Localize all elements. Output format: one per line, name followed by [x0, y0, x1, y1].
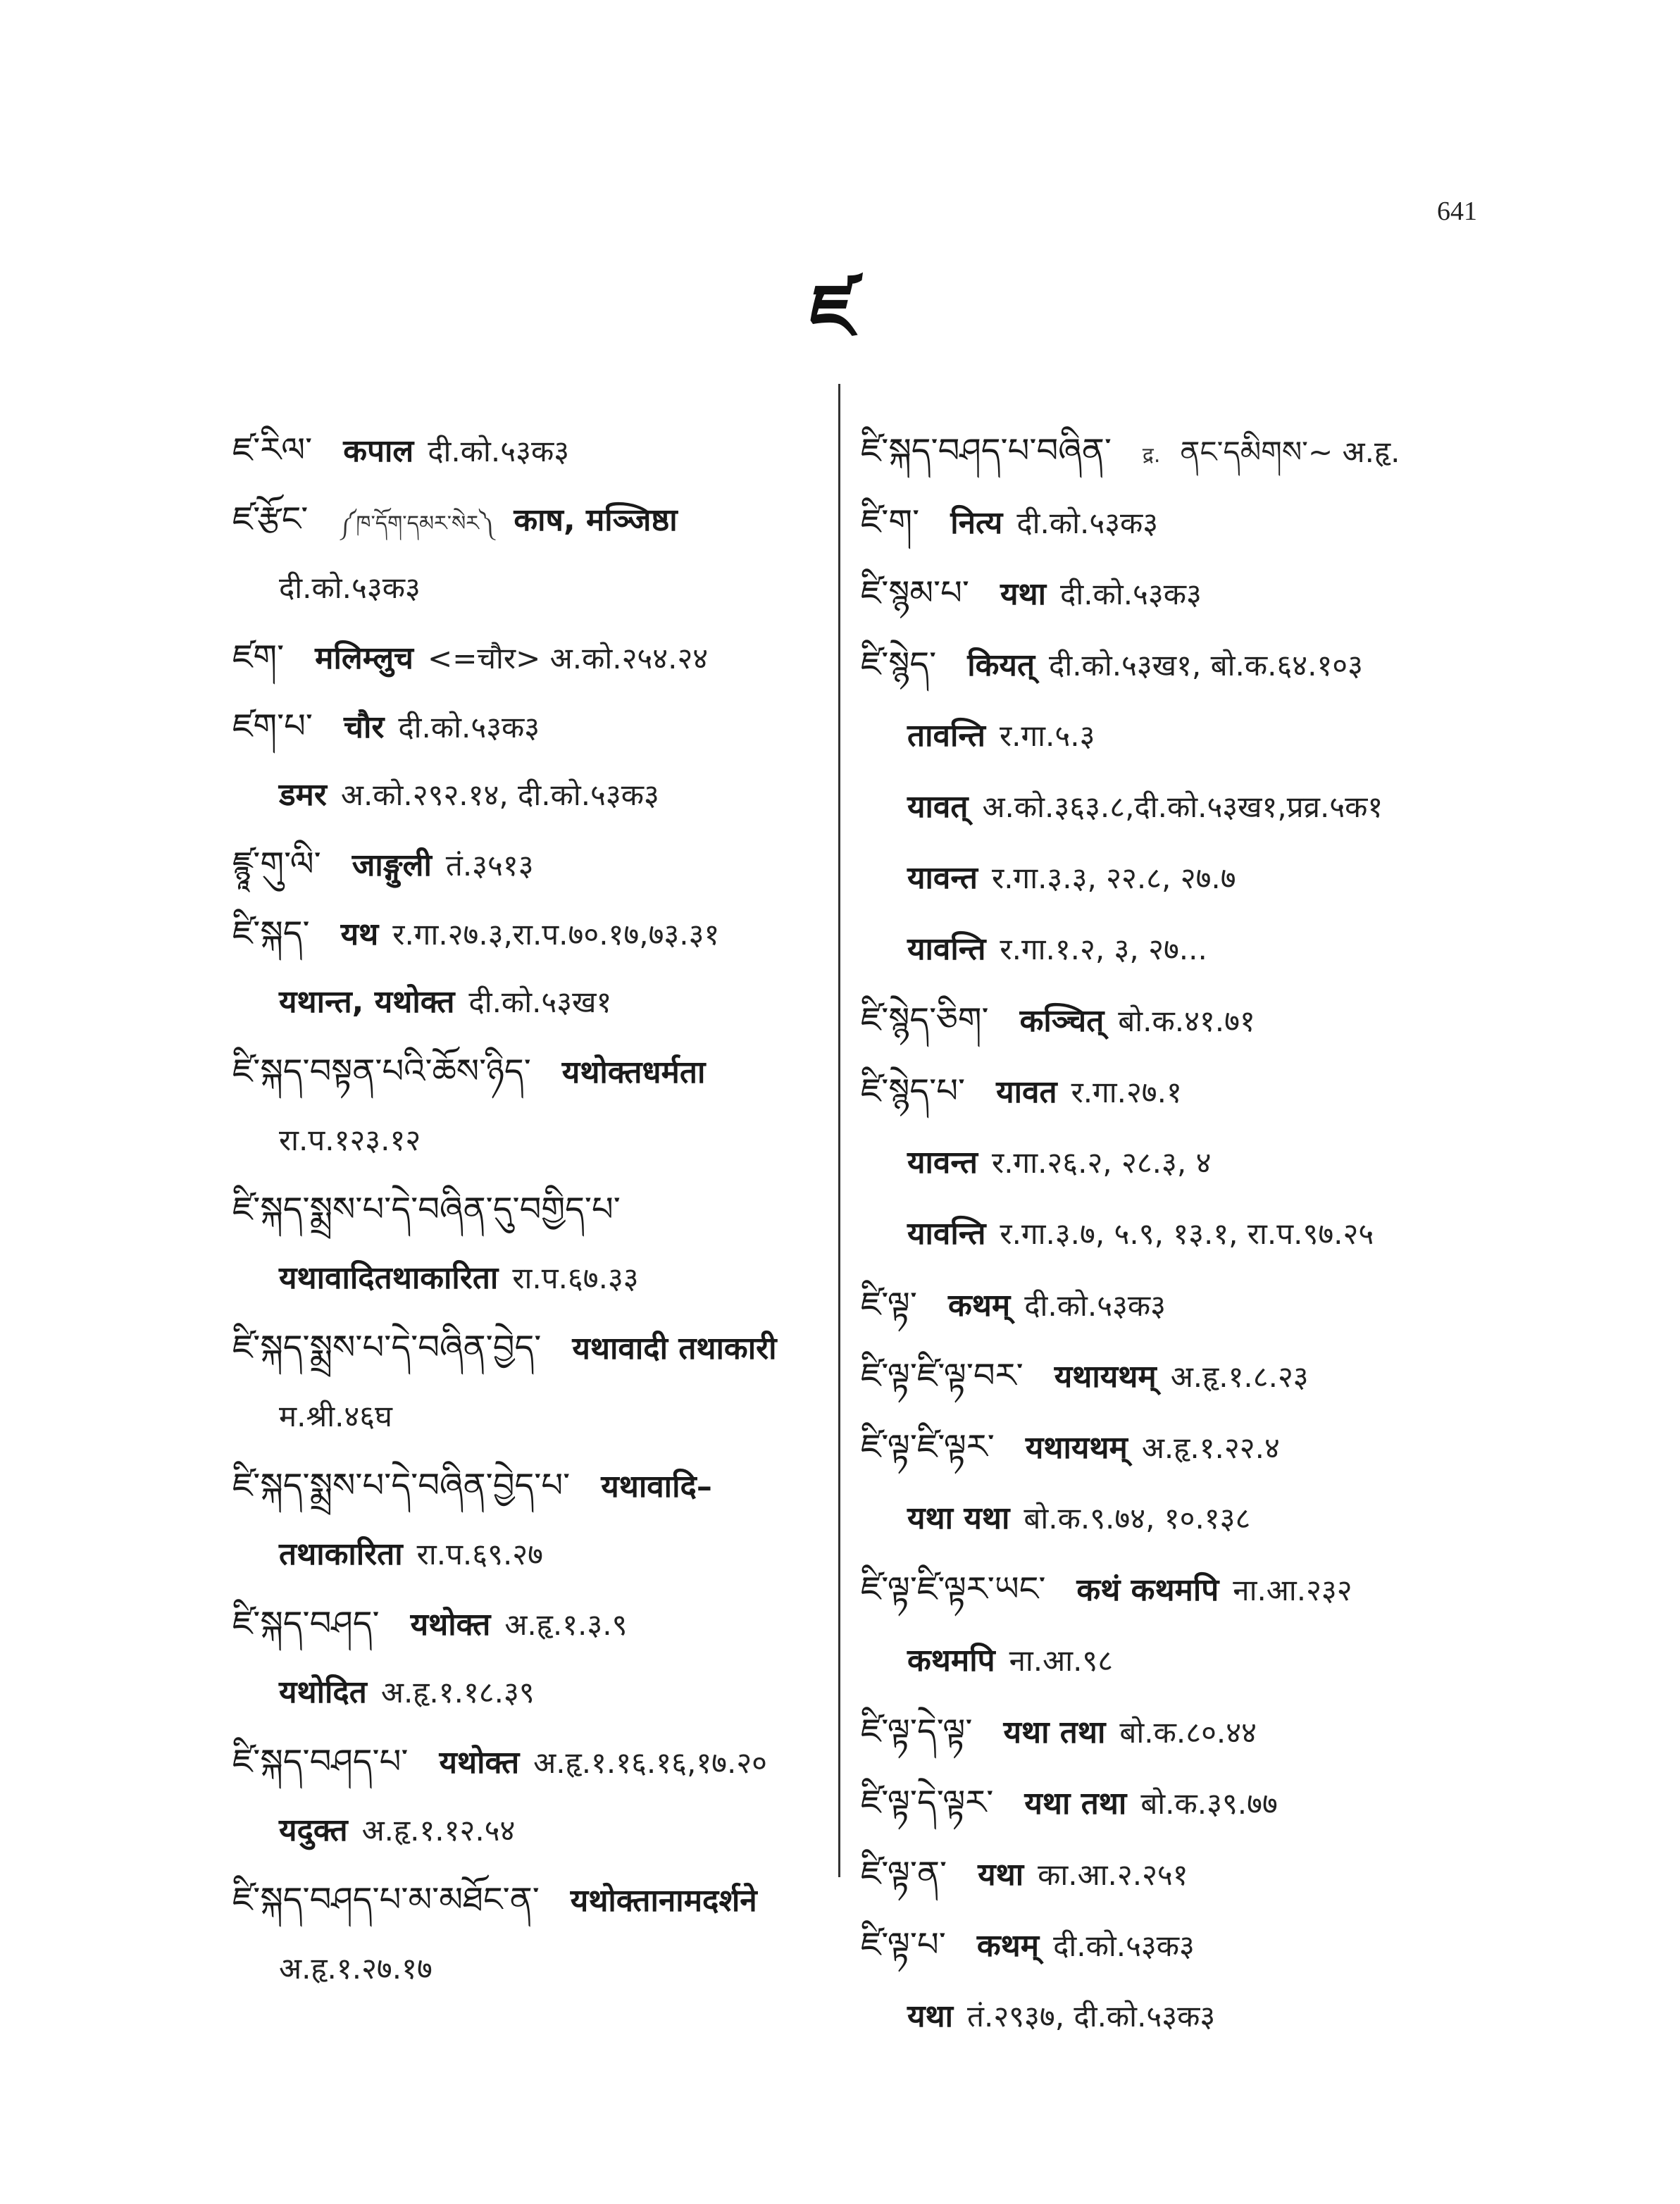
tibetan-headword: ཛི་ལྟ་ཛི་ལྟར་ — [861, 1427, 995, 1467]
sanskrit-equivalent: यथोक्तानामदर्शने — [570, 1883, 757, 1919]
tibetan-headword: ཛི་ལྟ་ན་ — [861, 1854, 947, 1893]
source-reference: र.गा.१.२, ३, २७... — [1000, 932, 1207, 966]
sanskrit-equivalent: यथा तथा — [1003, 1714, 1106, 1750]
source-reference: दी.को.५३क३ — [1016, 506, 1159, 540]
dictionary-entry — [232, 899, 824, 968]
dictionary-entry — [861, 558, 1495, 629]
source-reference: दी.को.५३क३ — [1053, 1929, 1195, 1963]
source-reference: दी.को.५३क३ — [398, 710, 540, 745]
entry-continuation — [232, 1934, 824, 2003]
entry-continuation — [861, 1127, 1495, 1198]
source-reference: अ.हृ.१.३.९ — [504, 1607, 628, 1642]
dictionary-entry — [861, 1269, 1495, 1340]
dictionary-entry — [232, 1451, 824, 1520]
sanskrit-equivalent: यथोक्त — [410, 1607, 491, 1643]
sanskrit-equivalent: नित्य — [950, 505, 1003, 541]
source-reference: अ.हृ.१.२७.१७ — [279, 1951, 433, 1986]
entry-continuation — [861, 914, 1495, 985]
page-number: 641 — [1437, 197, 1477, 226]
source-reference: तं.३५१३ — [445, 848, 534, 883]
sanskrit-equivalent: यावत — [996, 1074, 1057, 1110]
tibetan-headword: ཛི་ལྟ་པ་ — [861, 1925, 946, 1965]
tibetan-headword: ཛ་རྩོང་ — [232, 499, 309, 539]
dictionary-entry — [232, 623, 824, 692]
sanskrit-equivalent: कञ्चित् — [1019, 1003, 1105, 1039]
tibetan-headword: ཛི་ལྟ་ཛི་ལྟ་བར་ — [861, 1356, 1023, 1395]
source-reference: अ.हृ.१.१८.३९ — [380, 1675, 535, 1710]
dictionary-entry — [861, 629, 1495, 700]
dictionary-entry — [861, 487, 1495, 558]
sanskrit-equivalent: यथा — [978, 1857, 1024, 1893]
tibetan-headword: ཛི་སྙམ་པ་ — [861, 573, 969, 613]
tibetan-headword: ཛི་སྐད་སྨྲས་པ་དེ་བཞིན་དུ་བགྱིད་པ་ — [232, 1190, 621, 1229]
dictionary-entry — [861, 416, 1495, 487]
source-reference: र.गा.३.३, २२.८, २७.७ — [992, 861, 1236, 895]
tibetan-headword: ཛི་སྐད་སྨྲས་པ་དེ་བཞིན་བྱེད་ — [232, 1328, 542, 1367]
tibetan-headword: ཛི་ལྟ་དེ་ལྟ་ — [861, 1712, 973, 1751]
tibetan-headword: ཛ་རིལ་ — [232, 430, 313, 470]
sanskrit-equivalent: चौर — [344, 709, 385, 745]
entry-continuation — [232, 1796, 824, 1865]
tibetan-headword: ཛི་ལྟ་ཛི་ལྟར་ཡང་ — [861, 1569, 1046, 1609]
tibetan-headword: ཛི་སྐད་བསྟན་པའི་ཆོས་ཉིད་ — [232, 1052, 531, 1091]
entry-continuation — [861, 1625, 1495, 1696]
entry-continuation — [861, 1981, 1495, 2052]
entry-continuation — [861, 842, 1495, 914]
source-reference: <=चौर> अ.को.२५४.२४ — [428, 641, 709, 675]
sanskrit-equivalent: कपाल — [343, 433, 414, 469]
dictionary-entry — [861, 1056, 1495, 1127]
sanskrit-equivalent: यावत् — [907, 789, 969, 825]
sanskrit-equivalent: यथोदित — [279, 1674, 367, 1710]
source-reference: दी.को.५३क३ — [428, 434, 570, 468]
sanskrit-equivalent: तथाकारिता — [279, 1536, 403, 1572]
dictionary-entry — [232, 485, 824, 554]
source-reference: दी.को.५३ख१ — [468, 985, 612, 1019]
sanskrit-equivalent: यथा — [1000, 576, 1047, 612]
tibetan-headword: ཛི་ལྟ་དེ་ལྟར་ — [861, 1783, 994, 1822]
source-reference: रा.प.१२३.१२ — [279, 1123, 421, 1157]
tibetan-headword: ཛི་ག་ — [861, 502, 920, 542]
dictionary-entry — [232, 830, 824, 899]
sanskrit-equivalent: यथावादितथाकारिता — [279, 1260, 499, 1296]
sanskrit-equivalent: यावन्त — [907, 1145, 978, 1181]
entry-continuation — [861, 771, 1495, 842]
sanskrit-equivalent: यावन्ति — [907, 931, 986, 967]
sanskrit-equivalent: यथ — [340, 916, 379, 952]
source-reference: र.गा.२७.३,रा.प.७०.१७,७३.३१ — [392, 917, 720, 952]
dictionary-entry — [861, 1696, 1495, 1767]
sanskrit-equivalent: यथोक्त — [439, 1745, 520, 1781]
tibetan-headword: ཛི་སྐད་སྨྲས་པ་དེ་བཞིན་བྱེད་པ་ — [232, 1466, 571, 1505]
tibetan-headword: ཛི་སྙེད་ཅིག་ — [861, 1000, 989, 1040]
section-letter: ཛ — [810, 268, 855, 354]
column-divider — [838, 384, 840, 1877]
tibetan-headword: ཛག་ — [232, 637, 285, 677]
source-reference: दी.को.५३क३ — [1060, 577, 1202, 611]
sanskrit-equivalent: डमर — [279, 777, 327, 813]
source-reference: अ.हृ.१.१६.१६,१७.२० — [533, 1745, 768, 1780]
source-reference: र.गा.५.३ — [999, 718, 1095, 753]
tibetan-headword: ཛི་སྐད་བཤད་ — [232, 1604, 380, 1643]
source-reference: बो.क.३९.७७ — [1140, 1786, 1278, 1821]
dictionary-entry — [232, 1727, 824, 1796]
sanskrit-equivalent: यथोक्तधर्मता — [561, 1054, 706, 1090]
tibetan-headword: ཛི་སྐད་བཤད་པ་མ་མཐོང་ན་ — [232, 1880, 540, 1919]
source-reference: अ.को.३६३.८,दी.को.५३ख१,प्रव्र.५क१ — [982, 790, 1383, 824]
dictionary-entry — [861, 1412, 1495, 1483]
dictionary-entry — [861, 985, 1495, 1056]
dictionary-entry — [861, 1910, 1495, 1981]
sanskrit-equivalent: मलिम्लुच — [315, 640, 413, 676]
source-reference: अ.हृ.१.२२.४ — [1141, 1431, 1280, 1465]
dictionary-entry — [861, 1838, 1495, 1910]
source-reference: दी.को.५३क३ — [279, 571, 421, 605]
source-reference: अ.हृ.१.१२.५४ — [361, 1813, 516, 1848]
tibetan-headword: ཛི་སྙེད་ — [861, 645, 937, 684]
dictionary-entry — [232, 1589, 824, 1658]
dictionary-entry — [232, 1313, 824, 1382]
sanskrit-equivalent: कथं कथमपि — [1076, 1572, 1219, 1608]
sanskrit-equivalent: यथा — [907, 1998, 954, 2034]
entry-continuation — [861, 1198, 1495, 1269]
tibetan-headword: ཛི་སྙེད་པ་ — [861, 1071, 966, 1111]
sanskrit-equivalent: यथावादि– — [601, 1469, 712, 1505]
source-reference: अ.हृ.१.८.२३ — [1170, 1359, 1309, 1394]
sanskrit-equivalent: यथावादी तथाकारी — [572, 1331, 777, 1366]
sanskrit-equivalent: यथायथम् — [1054, 1359, 1157, 1395]
dictionary-entry — [861, 1554, 1495, 1625]
sanskrit-equivalent: यावन्त — [907, 860, 978, 896]
entry-note: द्र. — [1142, 443, 1161, 468]
entry-continuation — [232, 761, 824, 830]
source-reference: दी.को.५३ख१, बो.क.६४.१०३ — [1049, 648, 1363, 683]
entry-continuation — [232, 1520, 824, 1589]
source-reference: तं.२९३७, दी.को.५३क३ — [967, 1999, 1216, 2034]
sanskrit-equivalent: यावन्ति — [907, 1216, 986, 1252]
sanskrit-equivalent: जाङ्गुली — [351, 847, 432, 883]
sanskrit-equivalent: काष, मञ्जिष्ठा — [514, 502, 678, 538]
source-reference: ना.आ.२३२ — [1233, 1573, 1352, 1607]
source-reference: रा.प.६९.२७ — [416, 1537, 543, 1571]
right-column — [861, 416, 1495, 2052]
dictionary-entry — [232, 416, 824, 485]
sanskrit-equivalent: यदुक्त — [279, 1812, 348, 1848]
source-reference: र.गा.३.७, ५.९, १३.१, रा.प.९७.२५ — [1000, 1216, 1374, 1251]
source-reference: र.गा.२६.२, २८.३, ४ — [992, 1145, 1212, 1180]
sanskrit-equivalent: यथान्त, यथोक्त — [279, 984, 455, 1020]
source-reference: बो.क.४१.७१ — [1118, 1004, 1255, 1038]
entry-continuation — [861, 700, 1495, 771]
tibetan-headword: ཛི་སྐད་བཤད་པ་བཞིན་ — [861, 431, 1112, 471]
dictionary-entry — [232, 1175, 824, 1244]
entry-note: ༼ཁ་དོག་དམར་སེར༽ — [339, 511, 494, 536]
sanskrit-equivalent: तावन्ति — [907, 718, 985, 754]
left-column — [232, 416, 824, 2003]
entry-continuation — [232, 554, 824, 623]
source-reference: र.गा.२७.१ — [1071, 1075, 1182, 1109]
source-reference: ना.आ.९८ — [1009, 1643, 1114, 1678]
entry-continuation — [861, 1483, 1495, 1554]
entry-continuation — [232, 968, 824, 1037]
tibetan-headword: ཛག་པ་ — [232, 706, 313, 746]
sanskrit-equivalent: कियत् — [967, 647, 1035, 683]
source-reference: ནང་དམིགས་~ अ.हृ. — [1180, 435, 1400, 469]
entry-continuation — [232, 1244, 824, 1313]
dictionary-entry — [232, 1037, 824, 1106]
sanskrit-equivalent: कथम् — [947, 1288, 1011, 1324]
source-reference: का.आ.२.२५१ — [1038, 1857, 1188, 1892]
tibetan-headword: ཛི་སྐད་བཤད་པ་ — [232, 1742, 409, 1781]
dictionary-entry — [861, 1767, 1495, 1838]
sanskrit-equivalent: यथा तथा — [1024, 1786, 1127, 1822]
source-reference: दी.को.५३क३ — [1024, 1288, 1166, 1323]
tibetan-headword: ཛྙཱ་གུ་ལི་ — [232, 845, 321, 884]
source-reference: रा.प.६७.३३ — [512, 1261, 639, 1295]
source-reference: बो.क.८०.४४ — [1119, 1715, 1257, 1750]
sanskrit-equivalent: कथमपि — [907, 1643, 995, 1679]
sanskrit-equivalent: कथम् — [976, 1928, 1040, 1964]
source-reference: म.श्री.४६घ — [279, 1399, 392, 1433]
tibetan-headword: ཛི་སྐད་ — [232, 914, 310, 953]
sanskrit-equivalent: यथा यथा — [907, 1500, 1010, 1536]
tibetan-headword: ཛི་ལྟ་ — [861, 1285, 917, 1324]
source-reference: अ.को.२९२.१४, दी.को.५३क३ — [340, 778, 659, 812]
dictionary-entry — [861, 1340, 1495, 1412]
entry-continuation — [232, 1106, 824, 1175]
entry-continuation — [232, 1382, 824, 1451]
entry-continuation — [232, 1658, 824, 1727]
dictionary-entry — [232, 1865, 824, 1934]
source-reference: बो.क.९.७४, १०.१३८ — [1023, 1501, 1251, 1536]
dictionary-entry — [232, 692, 824, 761]
sanskrit-equivalent: यथायथम् — [1025, 1430, 1128, 1466]
